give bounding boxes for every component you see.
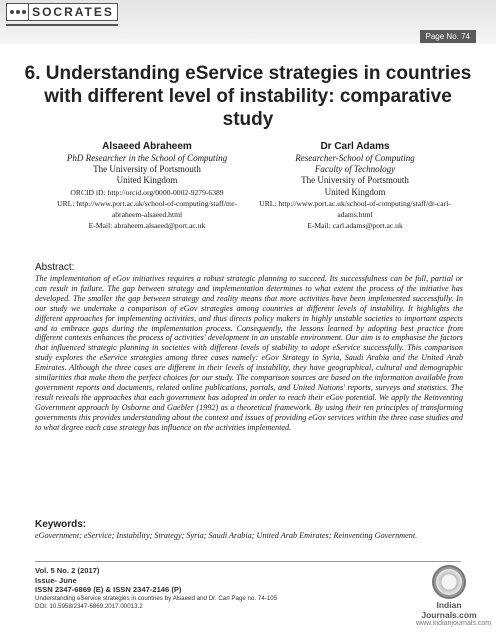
author-name: Dr Carl Adams — [320, 141, 390, 152]
journal-logo — [6, 3, 118, 21]
footer-divider — [35, 561, 461, 562]
author-affiliation: The University of Portsmouth — [93, 164, 201, 175]
author-country: United Kingdom — [116, 175, 178, 186]
author-affiliation: The University of Portsmouth — [301, 175, 409, 186]
journal-header — [0, 0, 496, 52]
author-block-2 — [255, 140, 455, 231]
indexing-logo-label: Indian Journals.com — [421, 600, 477, 620]
journal-logo-text: SOCRATES — [32, 5, 114, 19]
author-faculty: Faculty of Technology — [314, 164, 396, 175]
page-number-tag: Page No. 74 — [420, 30, 476, 43]
footer-volume: Vol. 5 No. 2 (2017) — [35, 566, 100, 575]
indexing-logo — [416, 600, 492, 627]
author-url[interactable]: URL: http://www.port.ac.uk/school-of-computing/staff/mr-abraheem-alsaeed.html — [57, 198, 237, 220]
logo-dots-icon — [7, 4, 29, 20]
paper-title: 6. Understanding eService strategies in countries with different level of instability: comparative study — [24, 63, 472, 130]
abstract-heading: Abstract: — [35, 262, 75, 273]
author-name: Alsaeed Abraheem — [102, 141, 192, 152]
footer-issn: ISSN 2347-6869 (E) & ISSN 2347-2146 (P) — [35, 585, 182, 595]
publication-footer — [35, 566, 355, 611]
footer-doi[interactable]: DOI: 10.5958/2347-6869.2017.00013.2 — [35, 602, 143, 610]
keywords-text: eGovernment; eService; Instability; Strategy; Syria; Saudi Arabia; United Arab Emirates; Reinventing Government. — [35, 531, 418, 540]
journal-seal-icon — [432, 565, 466, 599]
author-email[interactable]: E-Mail: abraheem.alsaeed@port.ac.uk — [88, 221, 206, 231]
logo-underline — [6, 24, 118, 26]
author-block-1 — [47, 140, 247, 231]
author-email[interactable]: E-Mail: carl.adams@port.ac.uk — [307, 221, 403, 231]
author-country: United Kingdom — [324, 186, 386, 197]
author-orcid[interactable]: ORCID iD: http://orcid.org/0000-0002-9279-6389 — [70, 187, 224, 197]
abstract-text: The implementation of eGov initiatives requires a robust strategic planning to succeed. Its successfulness can be full, partial or can result in failure. The gap between strategy and implementation determines to what extent the process of the initiative has developed. The smaller the gap between strategy and reality means that more activities have been implemented successfully. In our study we undertake a comparison of eGov strategies among countries at different levels of instability. It highlights the different approaches for implementing activities, and thus directs policy makers in highly unstable societies to important aspects and to embrace gaps during the implementation process. Consequently, the lessons learned by adopting best practice from different contexts enhances the process of activities' development in an unstable environment. Our aim is to emphasise the factors that influenced strategic planning in societies with different levels of stability to adopt eService successfully. This comparison study explores the eService strategies among three cases namely: eGov Strategy in Syria, Saudi Arabia and the United Arab Emirates. Although the three cases are different in their levels of instability, they have geographical, cultural and demographic similarities that make them the perfect choices for our study. The comparison sources are based on the information available from government reports and documents, related online publications, portals, and United Nations' reports, surveys and statistics. The result reveals the approaches that each government has adopted in order to reach their eGov potential. We apply the Reinventing Government approach by Osborne and Gaebler (1992) as a theoretical framework. By using their ten principles of transforming governments this provides understanding about the context and issues of providing eGov services within the three case studies and to what degree each case strategy has influence on the activities implemented. — [35, 274, 463, 432]
keywords-heading: Keywords: — [35, 519, 87, 530]
footer-issue: Issue- June — [35, 575, 77, 585]
indexing-logo-url: www.indianjournals.com — [416, 620, 492, 627]
author-url[interactable]: URL: http://www.port.ac.uk/school-of-computing/staff/dr-carl-adams.html — [259, 198, 451, 220]
author-role: Researcher-School of Computing — [295, 153, 415, 163]
footer-citation: Understanding eService strategies in countries by Alsaeed and Dr. Carl Page no. 74-105 — [35, 594, 278, 602]
author-role: PhD Researcher in the School of Computing — [66, 153, 228, 163]
